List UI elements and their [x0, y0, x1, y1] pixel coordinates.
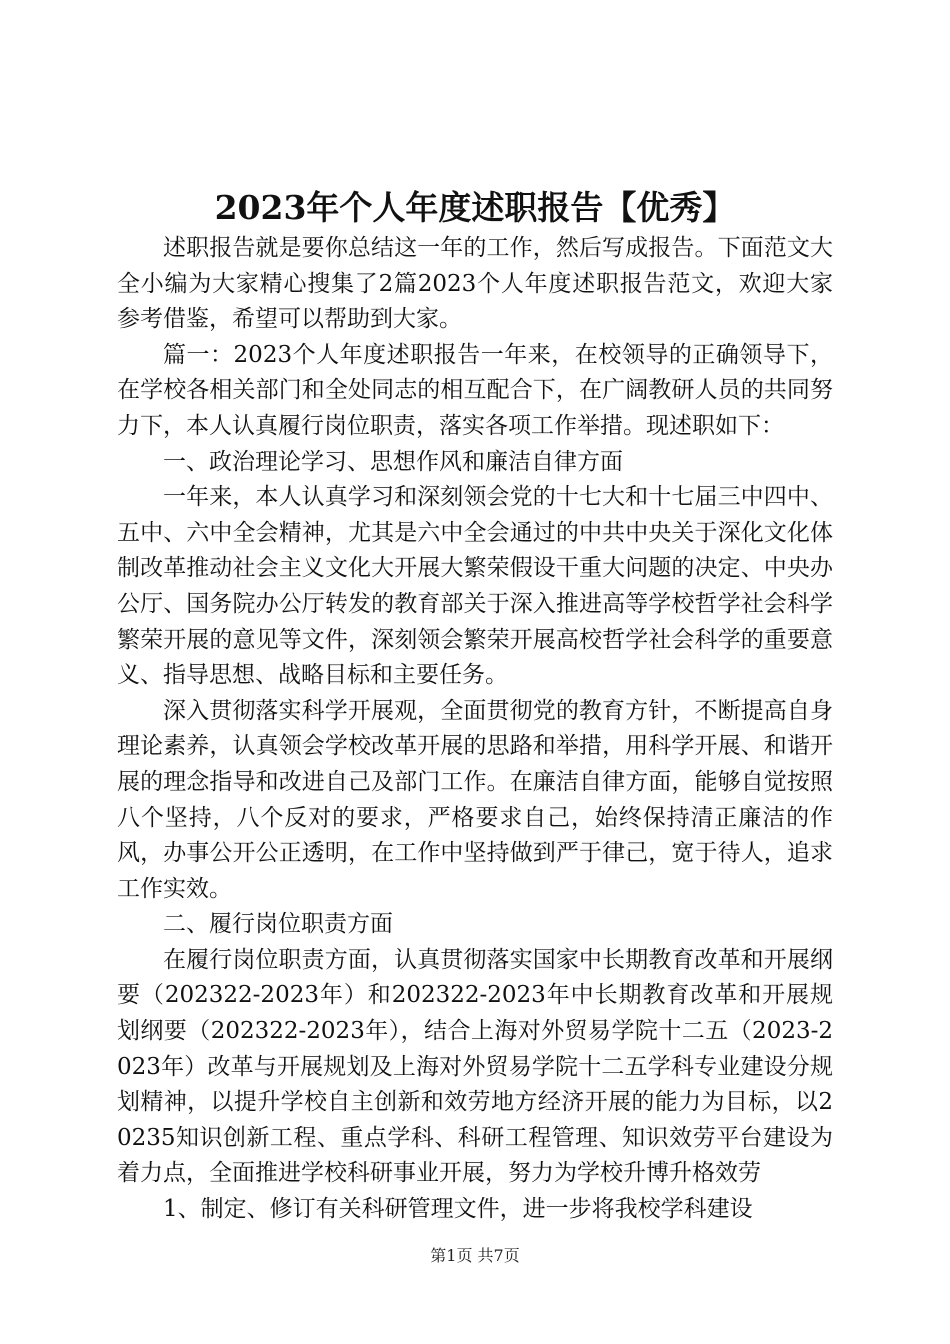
page-number-footer: 第1页 共7页 — [430, 1246, 520, 1265]
paragraph: 篇一：2023个人年度述职报告一年来，在校领导的正确领导下，在学校各相关部门和全处同志的相互配合下，在广阔教研人员的共同努力下，本人认真履行岗位职责，落实各项工作举措。现述职如下： — [117, 341, 833, 439]
section-heading: 一、政治理论学习、思想作风和廉洁自律方面 — [163, 448, 623, 475]
section-heading: 二、履行岗位职责方面 — [163, 911, 393, 938]
paragraph: 一年来，本人认真学习和深刻领会党的十七大和十七届三中四中、五中、六中全会精神，尤其是六中全会通过的中共中央关于深化文化体制改革推动社会主义文化大开展大繁荣假设干重大问题的决定、中央办公厅、国务院办公厅转发的教育部关于深入推进高等学校哲学社会科学繁荣开展的意见等文件，深刻领会繁荣开展高校哲学社会科学的重要意义、指导思想、战略目标和主要任务。 — [117, 484, 833, 689]
paragraph: 深入贯彻落实科学开展观，全面贯彻党的教育方针，不断提高自身理论素养，认真领会学校改革开展的思路和举措，用科学开展、和谐开展的理念指导和改进自己及部门工作。在廉洁自律方面，能够自觉按照八个坚持，八个反对的要求，严格要求自己，始终保持清正廉洁的作风，办事公开公正透明，在工作中坚持做到严于律己，宽于待人，追求工作实效。 — [117, 697, 833, 902]
paragraph: 1、制定、修订有关科研管理文件，进一步将我校学科建设 — [163, 1196, 753, 1223]
paragraph: 述职报告就是要你总结这一年的工作，然后写成报告。下面范文大全小编为大家精心搜集了2篇2023个人年度述职报告范文，欢迎大家参考借鉴，希望可以帮助到大家。 — [117, 235, 833, 333]
document-title: 2023年个人年度述职报告【优秀】 — [214, 188, 736, 227]
document-body — [117, 231, 833, 1228]
paragraph: 在履行岗位职责方面，认真贯彻落实国家中长期教育改革和开展纲要（202322-2023年）和202322-2023年中长期教育改革和开展规划纲要（202322-2023年），结合上海对外贸易学院十二五（2023-2023年）改革与开展规划及上海对外贸易学院十二五学科专业建设分规划精神，以提升学校自主创新和效劳地方经济开展的能力为目标，以20235知识创新工程、重点学科、科研工程管理、知识效劳平台建设为着力点，全面推进学校科研事业开展，努力为学校升博升格效劳 — [117, 946, 833, 1187]
